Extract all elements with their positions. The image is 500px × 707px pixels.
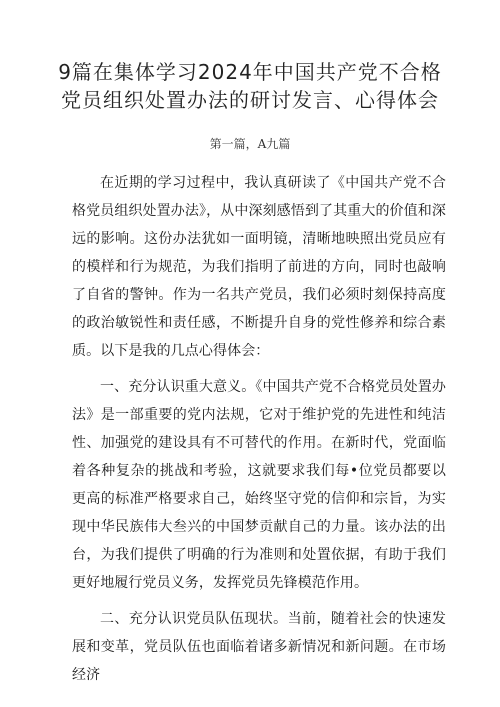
document-title (40, 58, 460, 114)
title-line-1: 9篇在集体学习2024年中国共产党不合格 (58, 60, 442, 84)
section-subtitle: 第一篇，A九篇 (209, 137, 291, 151)
paragraph-point-2: 二、充分认识党员队伍现状。当前，随着社会的快速发展和变革，党员队伍也面临着诸多新情况和新问题。在市场经济 (72, 611, 446, 683)
paragraph-intro: 在近期的学习过程中，我认真研读了《中国共产党不合格党员组织处置办法》，从中深刻感悟到了其重大的价值和深远的影响。这份办法犹如一面明镜，清晰地映照出党员应有的模样和行为规范，为我们指明了前进的方向，同时也敲响了自省的警钟。作为一名共产党员，我们必须时刻保持高度的政治敏锐性和责任感，不断提升自身的党性修养和综合素质。以下是我的几点心得体会： (72, 175, 446, 359)
document-body (72, 169, 446, 689)
paragraph-point-1: 一、充分认识重大意义。《中国共产党不合格党员处置办法》是一部重要的党内法规，它对于维护党的先进性和纯洁性、加强党的建设具有不可替代的作用。在新时代，党面临着各种复杂的挑战和考验，这就要求我们每•位党员都要以更高的标准严格要求自己，始终坚守党的信仰和宗旨，为实现中华民族伟大叁兴的中国梦贡献自己的力量。该办法的出台，为我们提供了明确的行为准则和处置依据，有助于我们更好地履行党员义务，发挥党员先锋模范作用。 (72, 379, 446, 591)
title-line-2: 党员组织处置办法的研讨发言、心得体会 (61, 88, 439, 112)
